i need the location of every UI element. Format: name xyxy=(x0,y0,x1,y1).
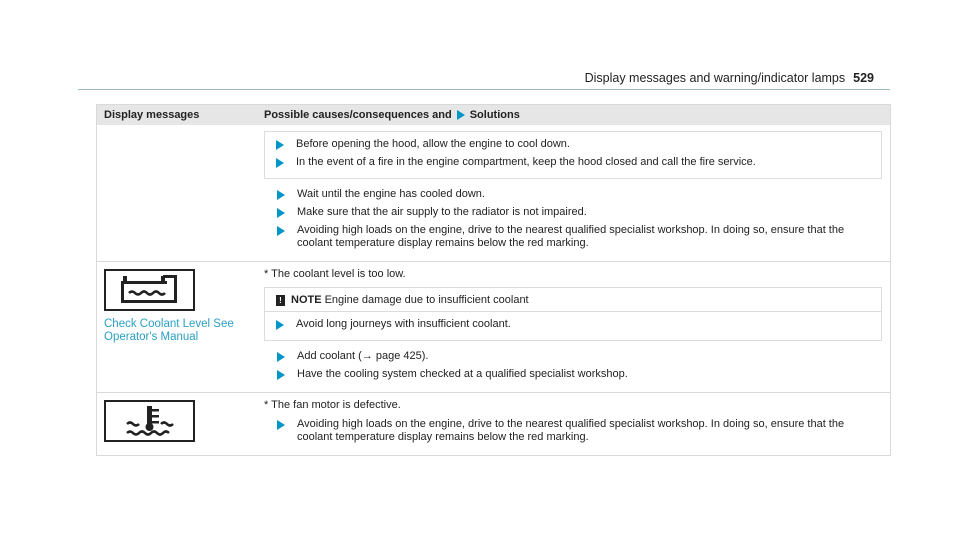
play-arrow-icon xyxy=(277,190,285,200)
list-item: Avoid long journeys with insufficient coolant. xyxy=(276,318,871,331)
display-message-cell xyxy=(97,125,255,261)
list-item: Avoiding high loads on the engine, drive to the nearest qualified specialist workshop. In doing so, ensure that the coolant temperature display remains below the red marking. xyxy=(277,224,882,250)
display-message-cell xyxy=(97,262,255,392)
coolant-level-icon xyxy=(104,269,195,311)
note-heading xyxy=(265,294,881,312)
solution-steps xyxy=(264,347,882,381)
solutions-cell xyxy=(255,262,890,392)
solutions-cell xyxy=(255,393,890,455)
list-item: Wait until the engine has cooled down. xyxy=(277,188,882,201)
list-item: Have the cooling system checked at a qualified specialist workshop. xyxy=(277,368,882,381)
list-item: Before opening the hood, allow the engine to cool down. xyxy=(276,138,871,151)
table-row xyxy=(97,392,890,455)
running-header xyxy=(585,71,874,85)
header-rule xyxy=(78,89,890,90)
play-arrow-icon xyxy=(277,226,285,236)
list-item: Avoiding high loads on the engine, drive to the nearest qualified specialist workshop. In doing so, ensure that the coolant temperature display remains below the red marking. xyxy=(277,418,882,444)
cause-text: * The fan motor is defective. xyxy=(264,399,401,411)
coolant-temperature-glyph xyxy=(119,404,181,438)
solution-steps xyxy=(264,185,882,250)
play-arrow-icon xyxy=(277,420,285,430)
solution-steps xyxy=(264,418,882,444)
table-row xyxy=(97,261,890,392)
note-label: NOTE xyxy=(291,294,322,306)
table-header xyxy=(97,105,890,125)
display-messages-table xyxy=(96,104,891,456)
list-item: Make sure that the air supply to the radiator is not impaired. xyxy=(277,206,882,219)
page-number: 529 xyxy=(853,71,874,85)
solutions-cell xyxy=(255,125,890,261)
play-arrow-icon xyxy=(276,140,284,150)
coolant-level-glyph xyxy=(119,274,181,306)
coolant-temperature-icon xyxy=(104,400,195,442)
warning-box xyxy=(264,131,882,179)
note-text: Engine damage due to insufficient coolant xyxy=(324,294,529,306)
note-box xyxy=(264,287,882,341)
play-arrow-icon xyxy=(277,208,285,218)
col-header-suffix: Solutions xyxy=(469,109,520,121)
col-header-causes-solutions xyxy=(255,109,890,121)
table-row xyxy=(97,125,890,261)
display-message-text: Check Coolant Level See Operator's Manual xyxy=(104,318,234,343)
play-arrow-icon xyxy=(277,370,285,380)
exclamation-icon: ! xyxy=(276,295,285,306)
play-arrow-icon xyxy=(277,352,285,362)
col-header-display-messages: Display messages xyxy=(104,109,200,121)
display-message-cell xyxy=(97,393,255,455)
cause-text: * The coolant level is too low. xyxy=(264,268,406,280)
play-arrow-icon xyxy=(276,320,284,330)
list-item: In the event of a fire in the engine compartment, keep the hood closed and call the fire service. xyxy=(276,156,871,169)
list-item: Add coolant (→ page 425). xyxy=(277,350,882,363)
col-header-prefix: Possible causes/consequences and xyxy=(264,109,452,121)
play-arrow-icon xyxy=(276,158,284,168)
play-arrow-icon xyxy=(457,110,465,120)
header-title: Display messages and warning/indicator lamps xyxy=(584,71,846,85)
